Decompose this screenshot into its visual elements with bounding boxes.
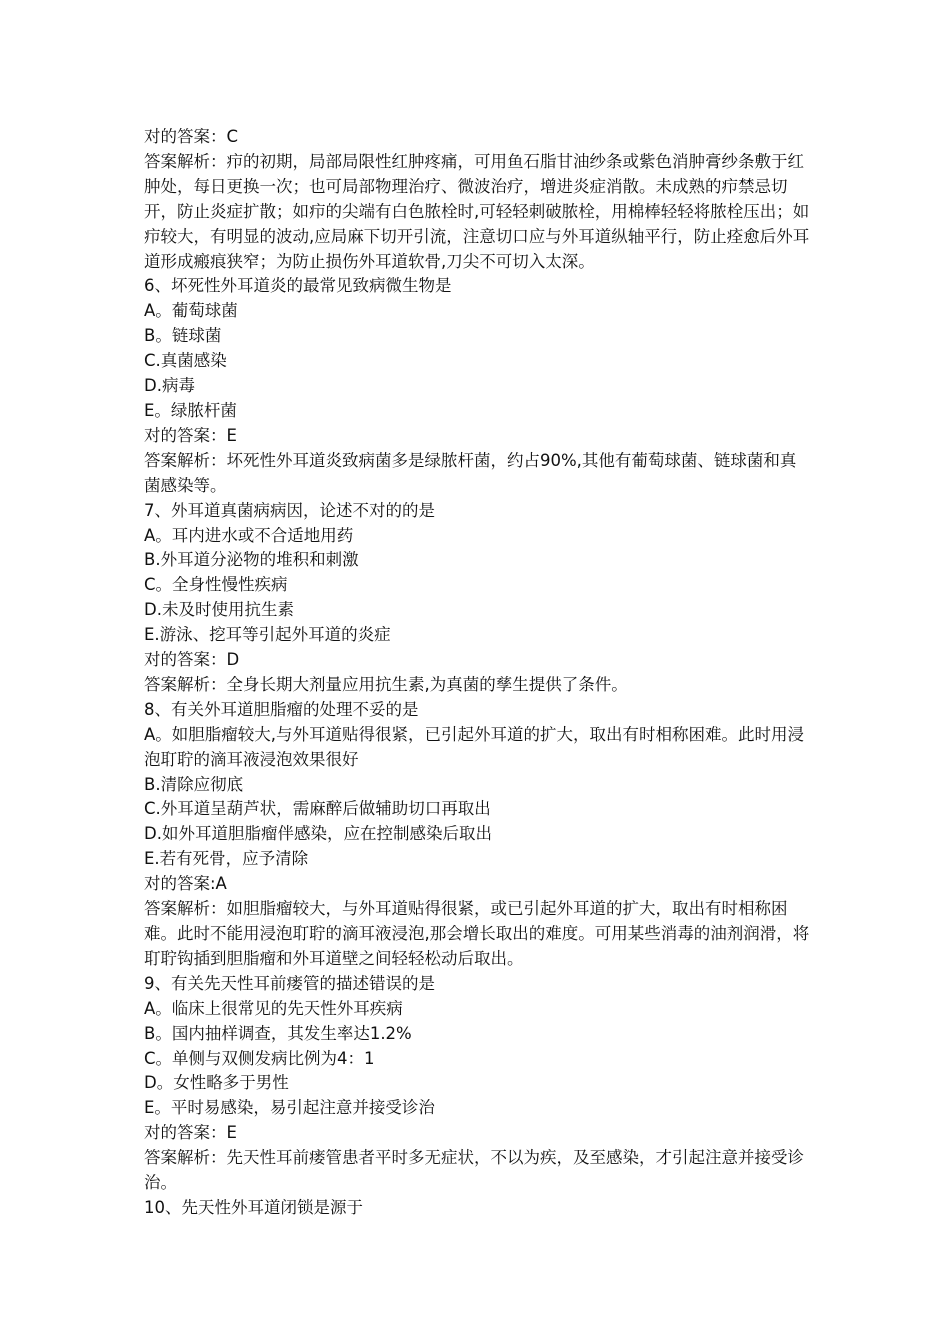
option-b: B.清除应彻底 [144,774,244,794]
question-10: 10、先天性外耳道闭锁是源于 [144,1197,363,1217]
question-8: 8、有关外耳道胆脂瘤的处理不妥的是 [144,699,419,719]
question-9: 9、有关先天性耳前瘘管的描述错误的是 [144,973,435,993]
option-a: A。如胆脂瘤较大,与外耳道贴得很紧，已引起外耳道的扩大，取出有时相称困难。此时用浸泡耵聍的滴耳液浸泡效果很好 [144,724,805,769]
option-e: E.若有死骨，应予清除 [144,849,309,869]
option-d: D.如外耳道胆脂瘤伴感染，应在控制感染后取出 [144,824,492,844]
explanation-paragraph: 答案解析：全身长期大剂量应用抗生素,为真菌的孳生提供了条件。 [144,674,628,694]
option-e: E.游泳、挖耳等引起外耳道的炎症 [144,625,391,645]
option-b: B。链球菌 [144,326,222,346]
answer-line: 对的答案：C [144,127,239,146]
explanation-paragraph: 答案解析：如胆脂瘤较大，与外耳道贴得很紧，或已引起外耳道的扩大，取出有时相称困难。此时不能用浸泡耵聍的滴耳液浸泡,那会增长取出的难度。可用某些消毒的油剂润滑，将耵聍钩插到胆脂瘤和外耳道壁之间轻轻松动后取出。 [144,899,810,968]
option-e: E。平时易感染，易引起注意并接受诊治 [144,1098,435,1118]
option-c: C。全身性慢性疾病 [144,575,288,595]
answer-line: 对的答案：E [144,425,237,445]
option-e: E。绿脓杆菌 [144,400,237,420]
option-d: D.未及时使用抗生素 [144,600,294,620]
option-a: A。临床上很常见的先天性外耳疾病 [144,998,403,1018]
answer-line: 对的答案：E [144,1123,237,1143]
answer-line: 对的答案：D [144,650,240,670]
question-7: 7、外耳道真菌病病因，论述不对的的是 [144,500,435,520]
explanation-paragraph: 答案解析：先天性耳前瘘管患者平时多无症状，不以为疾，及至感染，才引起注意并接受诊治。 [144,1148,804,1193]
option-c: C.真菌感染 [144,351,227,371]
question-6: 6、坏死性外耳道炎的最常见致病微生物是 [144,276,452,296]
answer-line: 对的答案:A [144,874,227,894]
option-b: B。国内抽样调查，其发生率达1.2% [144,1023,412,1043]
option-c: C.外耳道呈葫芦状，需麻醉后做辅助切口再取出 [144,799,491,819]
option-a: A。葡萄球菌 [144,301,238,321]
option-d: D。女性略多于男性 [144,1073,289,1093]
option-b: B.外耳道分泌物的堆积和刺激 [144,550,359,570]
option-d: D.病毒 [144,376,195,396]
option-a: A。耳内进水或不合适地用药 [144,525,354,545]
explanation-paragraph: 答案解析：疖的初期，局部局限性红肿疼痛，可用鱼石脂甘油纱条或紫色消肿膏纱条敷于红肿处，每日更换一次；也可局部物理治疗、微波治疗，增进炎症消散。未成熟的疖禁忌切开，防止炎症扩散；如疖的尖端有白色脓栓时,可轻轻刺破脓栓，用棉棒轻轻将脓栓压出；如疖较大，有明显的波动,应局麻下切开引流，注意切口应与外耳道纵轴平行，防止痊愈后外耳道形成瘢痕狭窄；为防止损伤外耳道软骨,刀尖不可切入太深。 [144,151,810,271]
document-body [144,125,812,1221]
explanation-paragraph: 答案解析：坏死性外耳道炎致病菌多是绿脓杆菌，约占90%,其他有葡萄球菌、链球菌和真菌感染等。 [144,450,797,495]
option-c: C。单侧与双侧发病比例为4：1 [144,1048,375,1068]
